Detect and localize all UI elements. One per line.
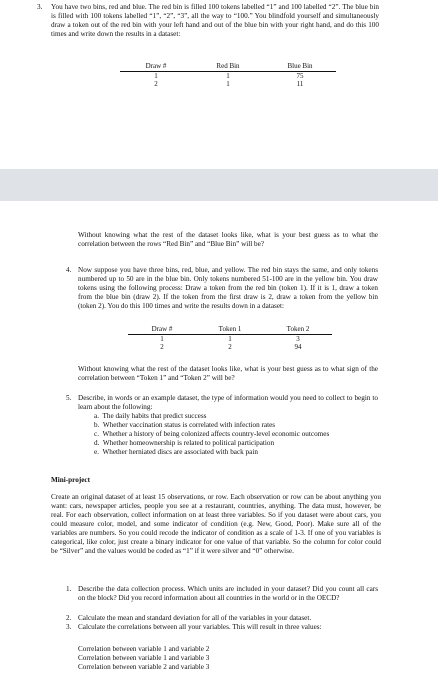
list-item (94, 448, 258, 457)
list-item (94, 430, 329, 439)
table-cell: 1 (228, 335, 232, 343)
correlation-line: Correlation between variable 2 and variable 3 (78, 663, 210, 671)
table-cell: 75 (296, 72, 304, 80)
q4-table (128, 325, 332, 351)
table-cell: 11 (296, 80, 304, 88)
correlation-line: Correlation between variable 1 and variable 2 (78, 645, 210, 653)
section-heading: Mini-project (51, 476, 90, 484)
q4-number: 4. (66, 266, 72, 274)
table-header: Blue Bin (264, 62, 336, 72)
table-cell: 1 (154, 72, 158, 80)
page-separator (0, 169, 438, 201)
task-text: Describe the data collection process. Which units are included in your dataset? Did you count all cars on the block? Did you record information about all countries in the world or in the OECD? (78, 585, 378, 602)
q5-text: Describe, in words or an example dataset, the type of information would you need to collect to begin to learn about the following: (78, 394, 378, 411)
table-row (120, 72, 336, 81)
mini-intro: Create an original dataset of at least 15 observations, or row. Each observation or row can be about anything you want: cars, newspaper articles, people you see at a restaurant, countries, anything. The data must, however, be real. For each observation, collect information on at least three variables. So if you dataset were about cars, you could measure color, model, and some indicator of condition (e.g. New, Good, Poor). Make sure all of the variables are numbers. So you could recode the indicator of condition as a scale of 1-3. If one of you variables is categorical, like color, just create a binary indicator for one value of that variable. So the column for color could be “Silver” and the values would be coded as “1” if it were silver and “0” otherwise. (51, 493, 381, 555)
table-cell: 3 (296, 335, 300, 343)
q3-text: You have two bins, red and blue. The red bin is filled 100 tokens labelled “1” and 100 labelled “2”. The blue bin is filled with 100 tokens labelled “1”, “2”, “3”, all the way to “100.” You blindfold yourself and simultaneously draw a token out of the red bin with your left hand and out of the blue bin with your right hand, and do this 100 times and write down the results in a dataset: (51, 3, 379, 38)
task-number: 1. (66, 585, 72, 593)
list-marker: e. (94, 448, 99, 456)
list-item (94, 412, 206, 421)
list-item (94, 421, 275, 430)
q4-text: Now suppose you have three bins, red, blue, and yellow. The red bin stays the same, and only tokens numbered up to 50 are in the blue bin. Only tokens numbered 51-100 are in the yellow bin. You draw tokens using the following process: Draw a token from the red bin (token 1). If it is 1, draw a token from the blue bin (draw 2). If the token from the first draw is 2, draw a token from the yellow bin (token 2). You do this 100 times and write the results down in a dataset: (78, 266, 378, 310)
list-item (94, 439, 274, 448)
q3-number: 3. (37, 3, 43, 11)
table-header: Draw # (120, 62, 192, 72)
list-text: Whether vaccination status is correlated with infection rates (102, 421, 276, 429)
table-header: Token 2 (264, 325, 332, 335)
task-text: Calculate the mean and standard deviation for all of the variables in your dataset. (78, 614, 312, 622)
list-marker: c. (94, 430, 99, 438)
list-text: Whether homeownership is related to political participation (102, 439, 275, 447)
task-number: 3. (66, 623, 72, 631)
table-cell: 2 (154, 80, 158, 88)
table-row (128, 335, 332, 344)
table-cell: 2 (228, 343, 232, 351)
table-header: Red Bin (192, 62, 264, 72)
list-marker: b. (94, 421, 100, 429)
table-cell: 94 (294, 343, 302, 351)
task-text: Calculate the correlations between all your variables. This will result in three values: (78, 623, 322, 631)
list-text: Whether a history of being colonized affects country-level economic outcomes (102, 430, 330, 438)
q4-question: Without knowing what the rest of the dataset looks like, what is your best guess as to what sign of the correlation between “Token 1” and “Token 2” will be? (78, 365, 378, 382)
correlation-line: Correlation between variable 1 and variable 3 (78, 654, 210, 662)
table-header: Draw # (128, 325, 196, 335)
list-text: Whether herniated discs are associated with back pain (102, 448, 258, 456)
table-cell: 1 (160, 335, 164, 343)
table-row (128, 343, 332, 351)
q3-question: Without knowing what the rest of the dataset looks like, what is your best guess as to what the correlation between the rows “Red Bin” and “Blue Bin” will be? (78, 231, 378, 248)
table-header: Token 1 (196, 325, 264, 335)
table-cell: 2 (160, 343, 164, 351)
table-cell: 1 (226, 72, 230, 80)
q5-number: 5. (66, 394, 72, 402)
table-row (120, 80, 336, 88)
task-number: 2. (66, 614, 72, 622)
q3-table (120, 62, 336, 88)
table-cell: 1 (226, 80, 230, 88)
list-marker: a. (94, 412, 99, 420)
list-marker: d. (94, 439, 100, 447)
list-text: The daily habits that predict success (102, 412, 207, 420)
